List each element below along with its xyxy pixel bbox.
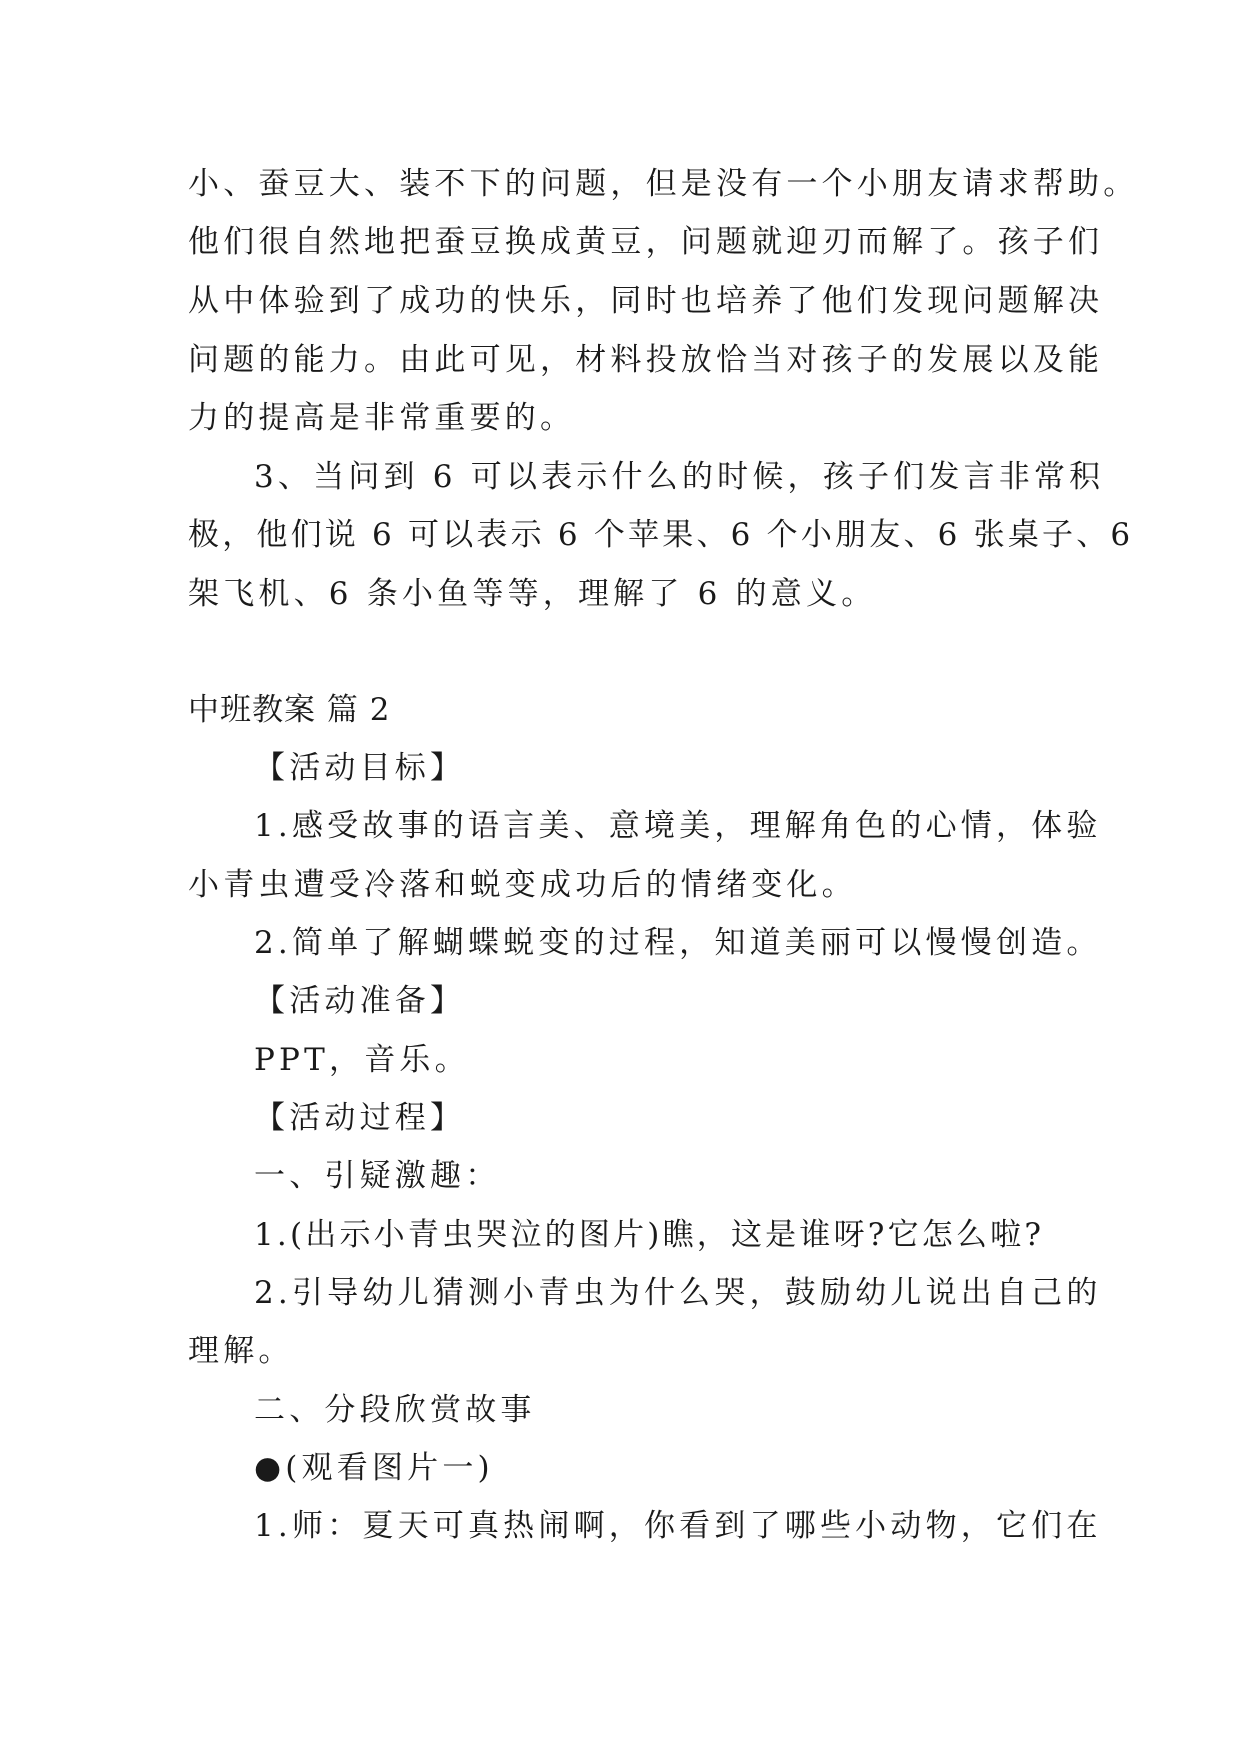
preparation-items: PPT，音乐。 <box>254 1042 470 1078</box>
step-1-item-1: 1.(出示小青虫哭泣的图片)瞧，这是谁呀?它怎么啦? <box>254 1217 1045 1253</box>
paragraph-1-line-1: 小、蚕豆大、装不下的问题，但是没有一个小朋友请求帮助。 <box>188 166 1139 202</box>
paragraph-1-line-3: 从中体验到了成功的快乐，同时也培养了他们发现问题解决 <box>188 283 1104 319</box>
step-2-heading: 二、分段欣赏故事 <box>254 1392 536 1428</box>
step-1-item-2-line-1: 2.引导幼儿猜测小青虫为什么哭，鼓励幼儿说出自己的 <box>254 1275 1102 1311</box>
activity-process-heading: 【活动过程】 <box>254 1100 466 1136</box>
activity-goals-heading: 【活动目标】 <box>254 750 466 786</box>
paragraph-1-line-5: 力的提高是非常重要的。 <box>188 400 576 436</box>
step-2-item-1: 1.师：夏天可真热闹啊，你看到了哪些小动物，它们在 <box>254 1508 1102 1544</box>
picture-one-label: ●(观看图片一) <box>254 1450 494 1486</box>
paragraph-2-line-3: 架飞机、6 条小鱼等等，理解了 6 的意义。 <box>188 576 877 612</box>
step-1-item-2-line-2: 理解。 <box>188 1333 294 1369</box>
paragraph-1-line-2: 他们很自然地把蚕豆换成黄豆，问题就迎刃而解了。孩子们 <box>188 224 1104 260</box>
paragraph-2-line-2: 极，他们说 6 可以表示 6 个苹果、6 个小朋友、6 张桌子、6 <box>188 517 1134 553</box>
goal-1-line-2: 小青虫遭受冷落和蜕变成功后的情绪变化。 <box>188 867 857 903</box>
paragraph-1-line-4: 问题的能力。由此可见，材料投放恰当对孩子的发展以及能 <box>188 342 1104 378</box>
section-heading: 中班教案 篇 2 <box>188 692 391 728</box>
activity-preparation-heading: 【活动准备】 <box>254 983 466 1019</box>
goal-2: 2.简单了解蝴蝶蜕变的过程，知道美丽可以慢慢创造。 <box>254 925 1102 961</box>
goal-1-line-1: 1.感受故事的语言美、意境美，理解角色的心情，体验 <box>254 808 1102 844</box>
step-1-heading: 一、引疑激趣： <box>254 1158 501 1194</box>
paragraph-2-line-1: 3、当问到 6 可以表示什么的时候，孩子们发言非常积 <box>254 459 1105 495</box>
